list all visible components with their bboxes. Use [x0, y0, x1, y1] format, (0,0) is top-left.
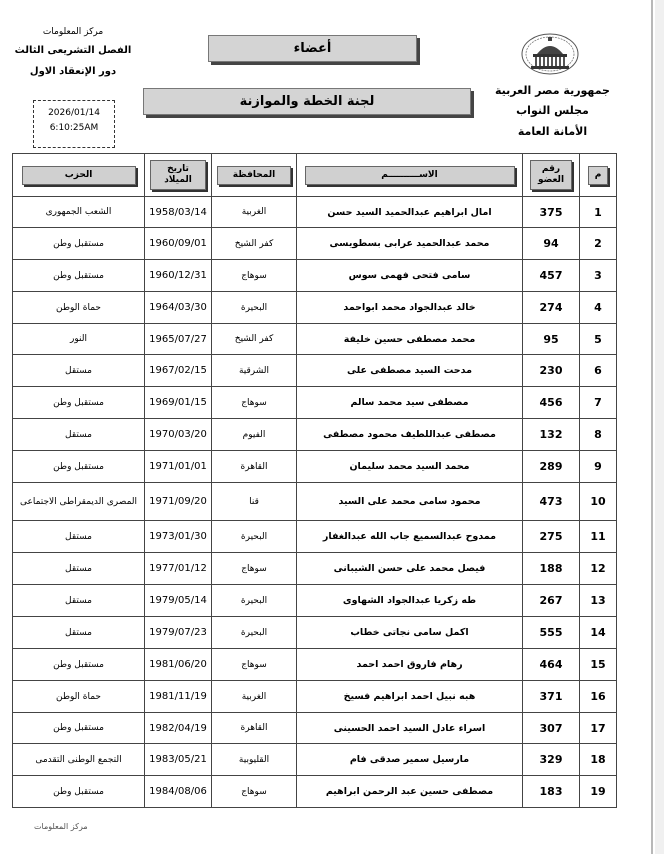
member-id: 230 [523, 355, 580, 387]
member-name: اسراء عادل السيد احمد الحسينى [297, 713, 523, 744]
info-session: دور الإنعقاد الاول [29, 66, 117, 77]
member-birthdate: 1958/03/14 [145, 197, 212, 228]
member-governorate: سوهاج [212, 649, 297, 681]
member-id: 183 [523, 776, 580, 808]
member-governorate: البحيرة [212, 617, 297, 649]
member-party: المصرى الديمقراطى الاجتماعى [13, 483, 145, 521]
member-name: محمود سامى محمد على السيد [297, 483, 523, 521]
member-party: مستقبل وطن [13, 228, 145, 260]
row-number: 10 [580, 483, 617, 521]
member-governorate: الفيوم [212, 419, 297, 451]
row-number: 14 [580, 617, 617, 649]
table-row [13, 617, 617, 649]
row-number: 16 [580, 681, 617, 713]
member-birthdate: 1981/06/20 [145, 649, 212, 681]
members-title: أعضاء [208, 35, 417, 62]
member-birthdate: 1969/01/15 [145, 387, 212, 419]
member-party: مستقبل وطن [13, 451, 145, 483]
member-party: التجمع الوطنى التقدمى [13, 744, 145, 776]
member-name: اكمل سامى نجاتى خطاب [297, 617, 523, 649]
row-number: 17 [580, 713, 617, 744]
member-name: محمد عبدالحميد عرابى بسطويسى [297, 228, 523, 260]
member-party: حماة الوطن [13, 292, 145, 324]
table-row [13, 197, 617, 228]
member-birthdate: 1982/04/19 [145, 713, 212, 744]
member-id: 456 [523, 387, 580, 419]
member-id: 555 [523, 617, 580, 649]
table-row [13, 649, 617, 681]
table-row [13, 483, 617, 521]
member-birthdate: 1973/01/30 [145, 521, 212, 553]
member-party: مستقبل وطن [13, 776, 145, 808]
member-party: مستقل [13, 355, 145, 387]
table-row [13, 713, 617, 744]
member-party: مستقل [13, 521, 145, 553]
date-time-box [33, 100, 115, 148]
row-number: 8 [580, 419, 617, 451]
table-row [13, 553, 617, 585]
member-birthdate: 1970/03/20 [145, 419, 212, 451]
member-name: امال ابراهيم عبدالحميد السيد حسن [297, 197, 523, 228]
member-governorate: الغربية [212, 681, 297, 713]
row-number: 2 [580, 228, 617, 260]
org-secretariat: الأمانة العامة [517, 125, 588, 138]
member-id: 274 [523, 292, 580, 324]
member-governorate: الغربية [212, 197, 297, 228]
member-name: خالد عبدالجواد محمد ابواحمد [297, 292, 523, 324]
member-id: 307 [523, 713, 580, 744]
header-governorate: المحافظة [212, 154, 297, 197]
member-name: فيصل محمد على حسن الشيبانى [297, 553, 523, 585]
member-party: مستقبل وطن [13, 387, 145, 419]
table-row [13, 419, 617, 451]
member-governorate: كفر الشيخ [212, 324, 297, 355]
row-number: 11 [580, 521, 617, 553]
member-name: محمد مصطفى حسين خليفة [297, 324, 523, 355]
member-birthdate: 1960/09/01 [145, 228, 212, 260]
member-governorate: البحيرة [212, 585, 297, 617]
row-number: 12 [580, 553, 617, 585]
row-number: 15 [580, 649, 617, 681]
info-term: الفصل التشريعى الثالث [14, 45, 132, 56]
table-row [13, 744, 617, 776]
table-row [13, 260, 617, 292]
row-number: 6 [580, 355, 617, 387]
member-party: مستقبل وطن [13, 649, 145, 681]
table-row [13, 355, 617, 387]
info-center: مركز المعلومات [42, 27, 104, 37]
member-id: 375 [523, 197, 580, 228]
member-birthdate: 1984/08/06 [145, 776, 212, 808]
table-row [13, 451, 617, 483]
org-parliament: مجلس النواب [516, 104, 589, 117]
member-id: 371 [523, 681, 580, 713]
table-header-row [13, 154, 617, 197]
member-id: 464 [523, 649, 580, 681]
member-name: طه زكريا عبدالجواد الشهاوى [297, 585, 523, 617]
member-id: 289 [523, 451, 580, 483]
member-party: مستقل [13, 585, 145, 617]
member-birthdate: 1967/02/15 [145, 355, 212, 387]
member-party: مستقل [13, 553, 145, 585]
row-number: 5 [580, 324, 617, 355]
row-number: 7 [580, 387, 617, 419]
table-row [13, 585, 617, 617]
member-governorate: قنا [212, 483, 297, 521]
table-row [13, 228, 617, 260]
member-governorate: البحيرة [212, 521, 297, 553]
header-party: الحزب [13, 154, 145, 197]
table-row [13, 681, 617, 713]
member-governorate: البحيرة [212, 292, 297, 324]
member-name: محمد السيد محمد سليمان [297, 451, 523, 483]
row-number: 13 [580, 585, 617, 617]
member-birthdate: 1971/09/20 [145, 483, 212, 521]
row-number: 18 [580, 744, 617, 776]
org-republic: جمهورية مصر العربية [495, 84, 610, 97]
table-row [13, 776, 617, 808]
member-birthdate: 1971/01/01 [145, 451, 212, 483]
member-name: مصطفى عبداللطيف محمود مصطفى [297, 419, 523, 451]
row-number: 1 [580, 197, 617, 228]
member-birthdate: 1960/12/31 [145, 260, 212, 292]
member-party: مستقل [13, 617, 145, 649]
member-party: مستقبل وطن [13, 260, 145, 292]
row-number: 4 [580, 292, 617, 324]
member-birthdate: 1981/11/19 [145, 681, 212, 713]
member-birthdate: 1983/05/21 [145, 744, 212, 776]
member-name: سامى فتحى فهمى سوس [297, 260, 523, 292]
table-row [13, 521, 617, 553]
member-governorate: الشرقية [212, 355, 297, 387]
table-row [13, 324, 617, 355]
footer-text: مركز المعلومات [34, 822, 88, 831]
member-id: 275 [523, 521, 580, 553]
member-birthdate: 1979/07/23 [145, 617, 212, 649]
header-num: م [580, 154, 617, 197]
page-edge [651, 0, 653, 854]
member-party: الشعب الجمهورى [13, 197, 145, 228]
member-governorate: سوهاج [212, 776, 297, 808]
member-id: 132 [523, 419, 580, 451]
header-dob: تاريخ الميلاد [145, 154, 212, 197]
member-id: 457 [523, 260, 580, 292]
member-governorate: سوهاج [212, 260, 297, 292]
row-number: 9 [580, 451, 617, 483]
header-name: الاســــــــــم [297, 154, 523, 197]
member-id: 267 [523, 585, 580, 617]
member-id: 95 [523, 324, 580, 355]
print-date: 2026/01/14 [48, 108, 100, 118]
member-birthdate: 1979/05/14 [145, 585, 212, 617]
member-name: مارسيل سمير صدقى فام [297, 744, 523, 776]
member-name: هبه نبيل احمد ابراهيم فسيخ [297, 681, 523, 713]
member-birthdate: 1964/03/30 [145, 292, 212, 324]
member-governorate: سوهاج [212, 387, 297, 419]
member-id: 94 [523, 228, 580, 260]
table-row [13, 292, 617, 324]
member-party: مستقبل وطن [13, 713, 145, 744]
row-number: 19 [580, 776, 617, 808]
member-birthdate: 1965/07/27 [145, 324, 212, 355]
row-number: 3 [580, 260, 617, 292]
member-governorate: القليوبية [212, 744, 297, 776]
committee-title: لجنة الخطة والموازنة [143, 88, 471, 115]
member-birthdate: 1977/01/12 [145, 553, 212, 585]
table-body [13, 197, 617, 808]
member-id: 473 [523, 483, 580, 521]
member-governorate: سوهاج [212, 553, 297, 585]
member-name: رهام فاروق احمد احمد [297, 649, 523, 681]
member-name: ممدوح عبدالسميع جاب الله عبدالغفار [297, 521, 523, 553]
member-governorate: كفر الشيخ [212, 228, 297, 260]
member-party: مستقل [13, 419, 145, 451]
member-governorate: القاهرة [212, 451, 297, 483]
header-member-id: رقم العضو [523, 154, 580, 197]
member-party: حماة الوطن [13, 681, 145, 713]
member-name: مصطفى حسين عبد الرحمن ابراهيم [297, 776, 523, 808]
parliament-emblem-icon [520, 32, 580, 76]
member-name: مدحت السيد مصطفى على [297, 355, 523, 387]
member-party: النور [13, 324, 145, 355]
member-id: 188 [523, 553, 580, 585]
member-id: 329 [523, 744, 580, 776]
member-governorate: القاهرة [212, 713, 297, 744]
page-margin [655, 0, 664, 854]
members-table [12, 153, 617, 808]
member-name: مصطفى سيد محمد سالم [297, 387, 523, 419]
print-time: 6:10:25AM [49, 123, 99, 133]
table-row [13, 387, 617, 419]
